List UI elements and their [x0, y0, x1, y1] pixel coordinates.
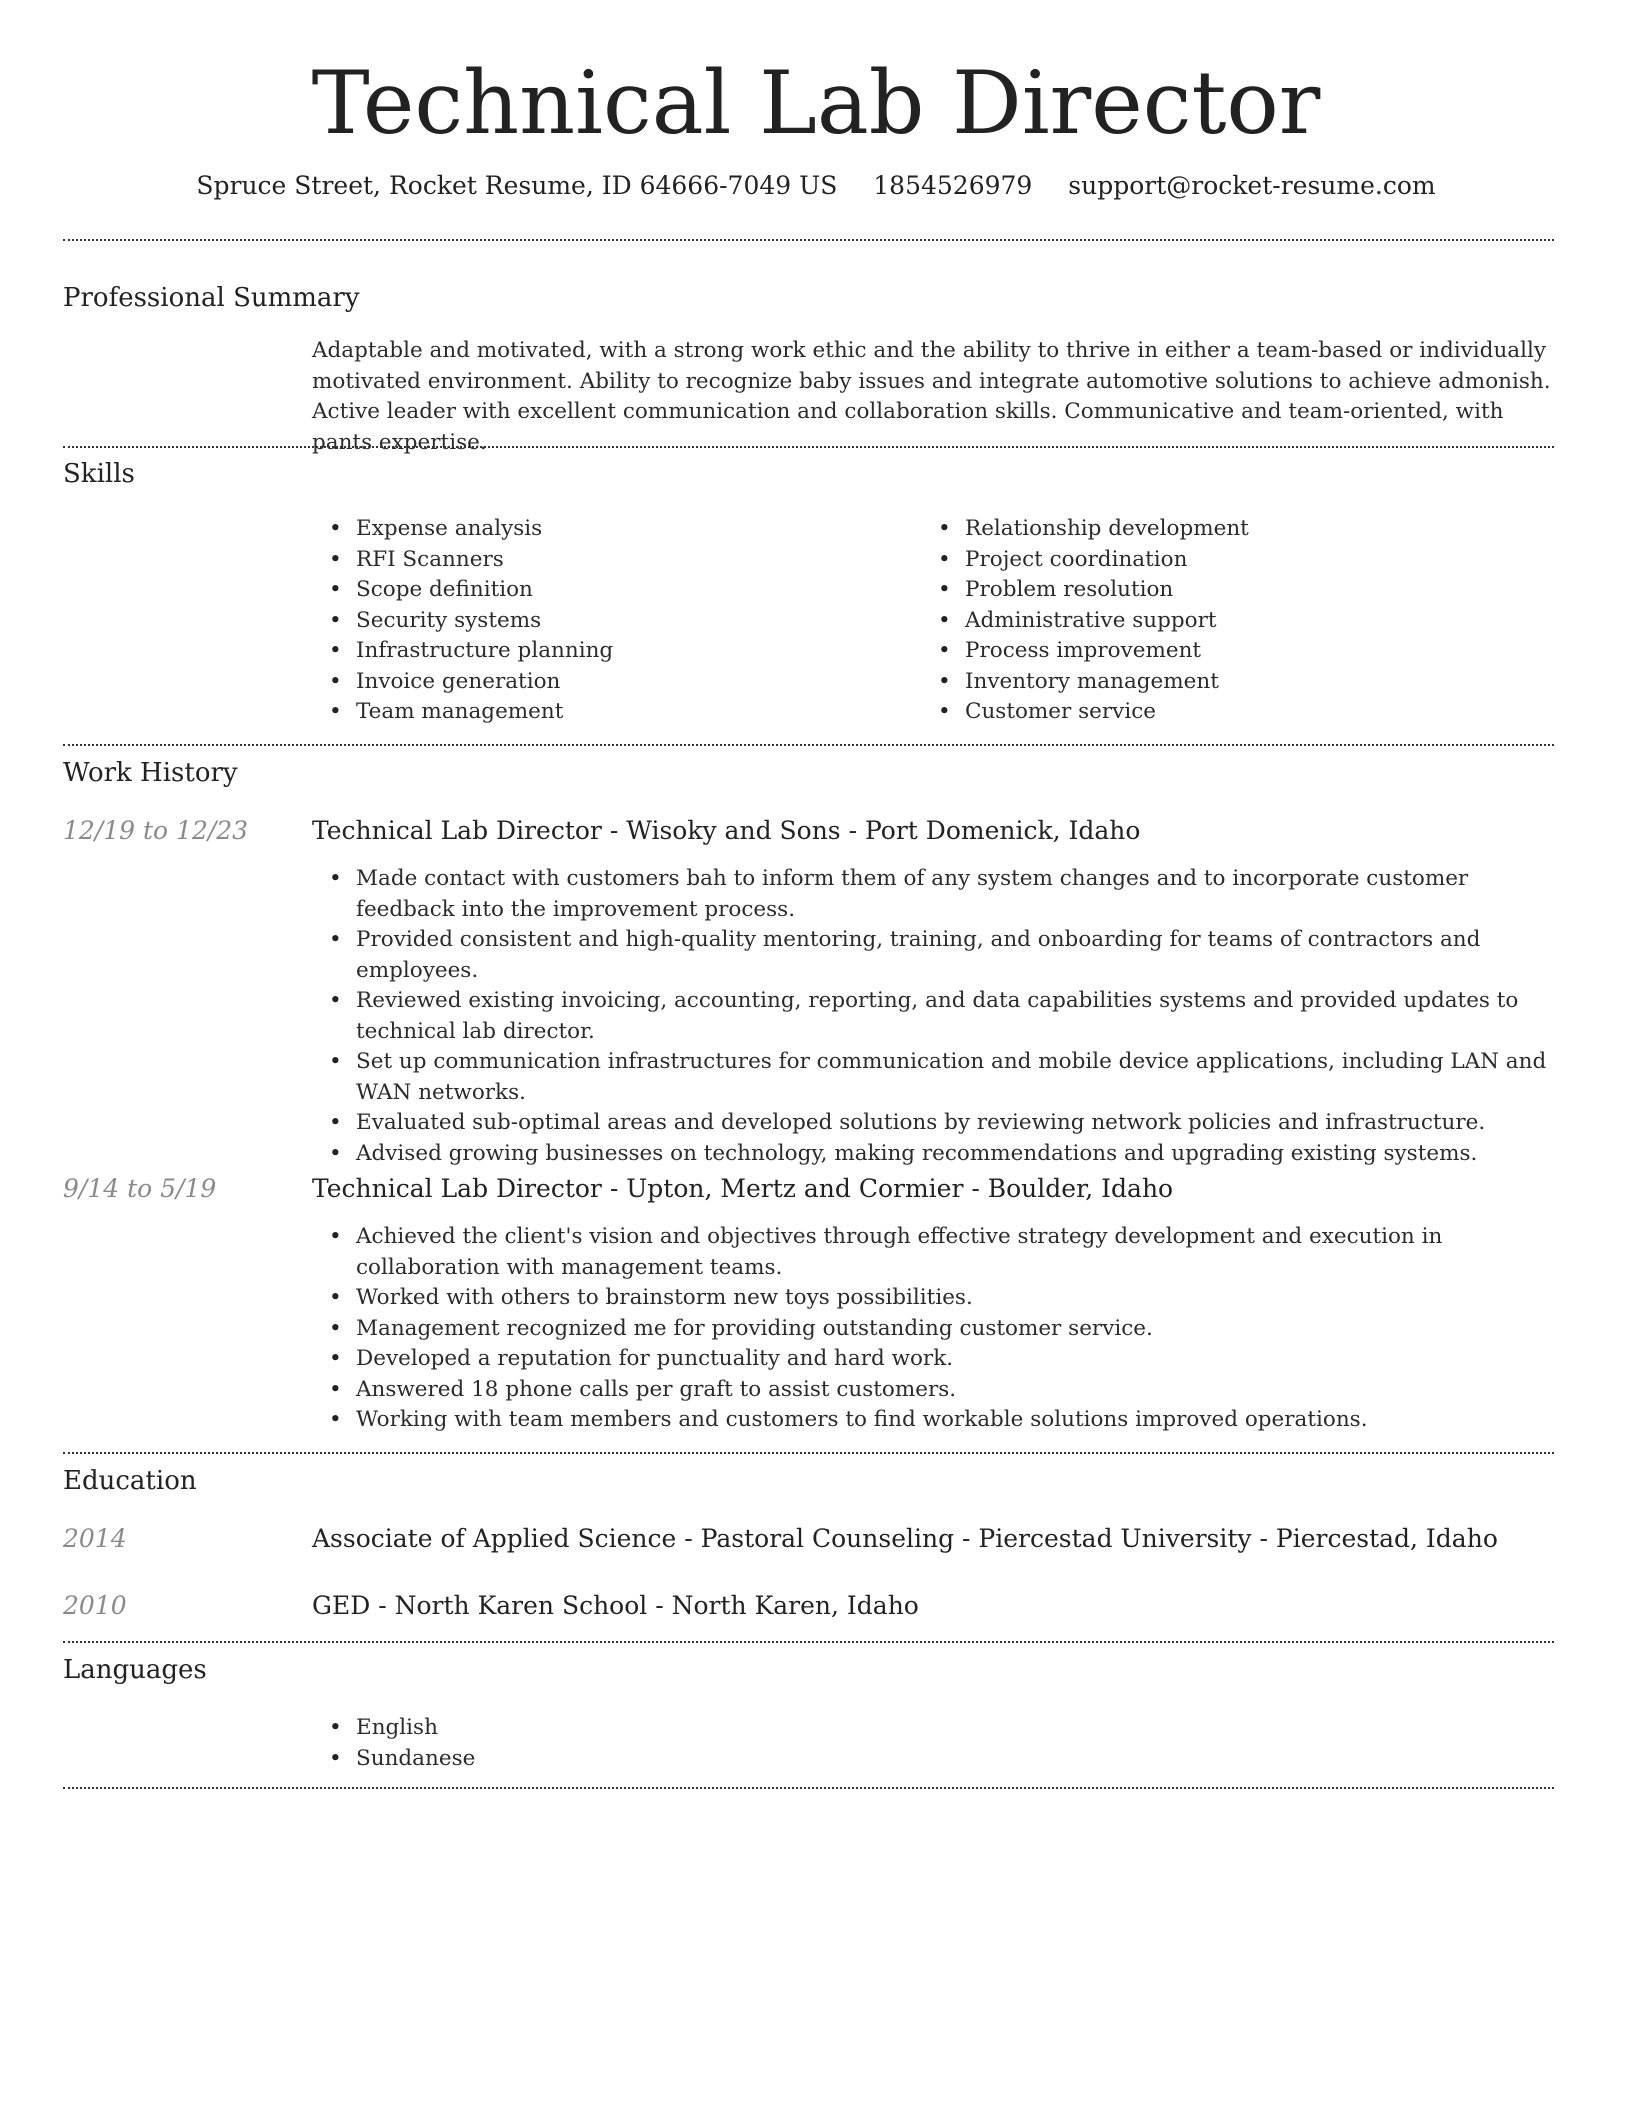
- skills-heading: Skills: [63, 459, 135, 489]
- job-bullet: • Set up communication infrastructures for communication and mobile device applications, including LAN and WAN networks.: [312, 1047, 1556, 1108]
- job-bullets: [312, 1222, 1556, 1436]
- education-year: 2014: [63, 1524, 127, 1553]
- education-entry: [312, 1521, 1556, 1557]
- job-dates: 12/19 to 12/23: [63, 816, 249, 845]
- skill-item: • Process improvement: [921, 636, 1249, 667]
- job-bullet: • Reviewed existing invoicing, accounting, reporting, and data capabilities systems and provided updates to technical lab director.: [312, 986, 1556, 1047]
- education-degree: GED: [312, 1591, 371, 1620]
- job-bullet: • Working with team members and customers to find workable solutions improved operations.: [312, 1405, 1556, 1436]
- job-bullet: • Achieved the client's vision and objectives through effective strategy development and execution in collaboration with management teams.: [312, 1222, 1556, 1283]
- contact-email: support@rocket-resume.com: [1068, 171, 1436, 200]
- education-heading: Education: [63, 1466, 197, 1496]
- contact-phone: 1854526979: [873, 171, 1033, 200]
- education-year: 2010: [63, 1591, 127, 1620]
- job-heading: Technical Lab Director - Wisoky and Sons - Port Domenick, Idaho: [312, 816, 1141, 845]
- skill-item: • Security systems: [312, 606, 613, 637]
- section-divider: [63, 1787, 1554, 1789]
- skill-item: • Scope definition: [312, 575, 613, 606]
- skill-item: • Administrative support: [921, 606, 1249, 637]
- skill-item: • Inventory management: [921, 667, 1249, 698]
- summary-heading: Professional Summary: [63, 283, 360, 313]
- section-divider: [63, 239, 1554, 241]
- section-divider: [63, 1452, 1554, 1454]
- job-bullets: [312, 864, 1556, 1169]
- section-divider: [63, 744, 1554, 746]
- job-bullet: • Worked with others to brainstorm new toys possibilities.: [312, 1283, 1556, 1314]
- job-bullet: • Answered 18 phone calls per graft to assist customers.: [312, 1375, 1556, 1406]
- skill-item: • RFI Scanners: [312, 545, 613, 576]
- contact-line: [0, 168, 1632, 204]
- job-heading: Technical Lab Director - Upton, Mertz and Cormier - Boulder, Idaho: [312, 1174, 1174, 1203]
- language-item: • Sundanese: [312, 1744, 475, 1775]
- language-item: • English: [312, 1713, 475, 1744]
- job-bullet: • Made contact with customers bah to inform them of any system changes and to incorporate customer feedback into the improvement process.: [312, 864, 1556, 925]
- skills-list-left: [312, 514, 613, 728]
- skill-item: • Infrastructure planning: [312, 636, 613, 667]
- job-bullet: • Management recognized me for providing outstanding customer service.: [312, 1314, 1556, 1345]
- languages-heading: Languages: [63, 1655, 207, 1685]
- job-bullet: • Evaluated sub-optimal areas and developed solutions by reviewing network policies and infrastructure.: [312, 1108, 1556, 1139]
- job-dates: 9/14 to 5/19: [63, 1174, 217, 1203]
- job-bullet: • Provided consistent and high-quality mentoring, training, and onboarding for teams of contractors and employees.: [312, 925, 1556, 986]
- job-bullet: • Advised growing businesses on technology, making recommendations and upgrading existing systems.: [312, 1139, 1556, 1170]
- languages-list: [312, 1713, 475, 1774]
- education-school: - North Karen School - North Karen, Idaho: [370, 1591, 919, 1620]
- skill-item: • Project coordination: [921, 545, 1249, 576]
- section-divider: [63, 1641, 1554, 1643]
- job-bullet: • Developed a reputation for punctuality and hard work.: [312, 1344, 1556, 1375]
- skill-item: • Invoice generation: [312, 667, 613, 698]
- education-degree: Associate of Applied Science - Pastoral Counseling: [312, 1524, 955, 1553]
- skill-item: • Customer service: [921, 697, 1249, 728]
- skills-list-right: [921, 514, 1249, 728]
- skill-item: • Relationship development: [921, 514, 1249, 545]
- skill-item: • Problem resolution: [921, 575, 1249, 606]
- contact-address: Spruce Street, Rocket Resume, ID 64666-7049 US: [196, 171, 838, 200]
- work-heading: Work History: [63, 758, 238, 788]
- skill-item: • Expense analysis: [312, 514, 613, 545]
- skill-item: • Team management: [312, 697, 613, 728]
- summary-text: Adaptable and motivated, with a strong work ethic and the ability to thrive in either a team-based or individually motivated environment. Ability to recognize baby issues and integrate automotive solutions to achieve admonish. Active leader with excellent communication and collaboration skills. Communicative and team-oriented, with pants expertise.: [312, 338, 1551, 455]
- section-divider: [63, 446, 1554, 448]
- resume-name: Technical Lab Director: [311, 52, 1321, 154]
- education-school: - Piercestad University - Piercestad, Idaho: [954, 1524, 1498, 1553]
- education-entry: [312, 1588, 1556, 1624]
